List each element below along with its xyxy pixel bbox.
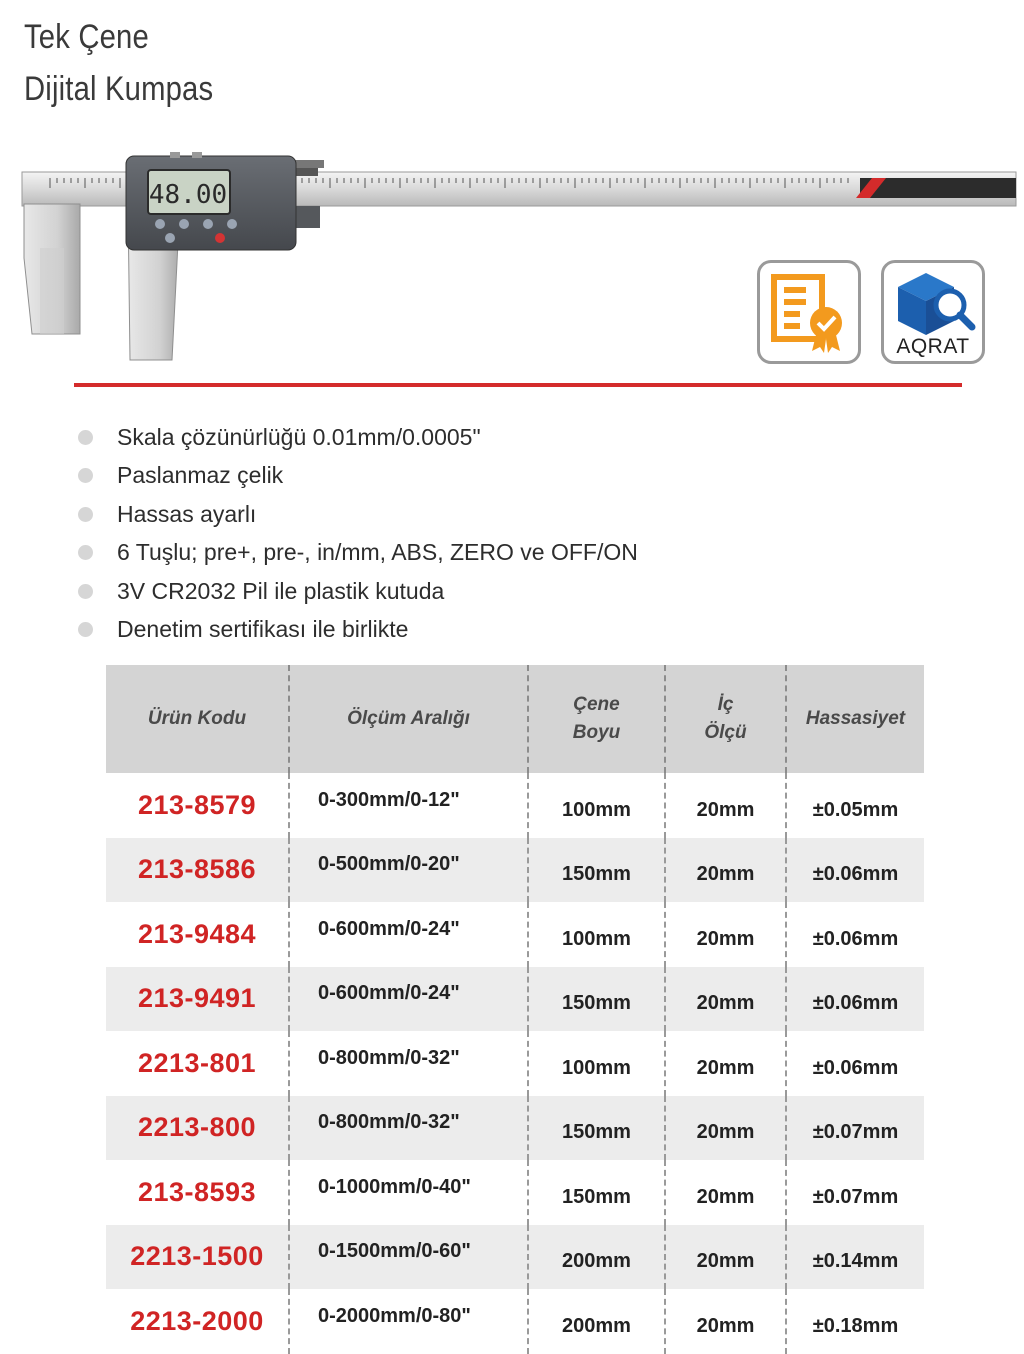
- feature-item: [78, 572, 638, 611]
- aqrat-badge: [881, 260, 985, 364]
- accuracy: ±0.06mm: [786, 967, 924, 1032]
- inner-measure: 20mm: [665, 1160, 786, 1225]
- product-code: 213-8593: [137, 1176, 257, 1207]
- inner-measure: 20mm: [665, 902, 786, 967]
- inner-measure: 20mm: [665, 1289, 786, 1354]
- measuring-range: 0-1500mm/0-60": [289, 1225, 528, 1290]
- feature-list: [78, 418, 638, 649]
- measuring-range: 0-800mm/0-32": [289, 1031, 528, 1096]
- bullet-dot-icon: [78, 507, 93, 522]
- caliper-product-image: [20, 148, 1020, 368]
- feature-text: 6 Tuşlu; pre+, pre-, in/mm, ABS, ZERO ve OFF/ON: [117, 539, 638, 566]
- table-row: [106, 838, 924, 903]
- measuring-range: 0-300mm/0-12": [289, 773, 528, 838]
- inner-measure: 20mm: [665, 773, 786, 838]
- aqrat-label: AQRAT: [896, 335, 970, 358]
- page-title-line1: Tek Çene: [24, 18, 149, 56]
- spec-table: [106, 665, 924, 1354]
- header-jaw: Çene Boyu: [528, 665, 665, 773]
- jaw-length: 150mm: [528, 838, 665, 903]
- header-range: Ölçüm Aralığı: [289, 665, 528, 773]
- jaw-length: 100mm: [528, 773, 665, 838]
- table-row: [106, 1160, 924, 1225]
- accuracy: ±0.06mm: [786, 902, 924, 967]
- header-accuracy: Hassasiyet: [786, 665, 924, 773]
- feature-item: [78, 457, 638, 496]
- header-code: Ürün Kodu: [106, 665, 289, 773]
- feature-item: [78, 418, 638, 457]
- bullet-dot-icon: [78, 545, 93, 560]
- accuracy: ±0.06mm: [786, 838, 924, 903]
- inner-measure: 20mm: [665, 1096, 786, 1161]
- feature-text: 3V CR2032 Pil ile plastik kutuda: [117, 577, 445, 604]
- table-row: [106, 967, 924, 1032]
- certificate-icon: [760, 263, 858, 361]
- product-code: 213-8579: [137, 789, 257, 820]
- measuring-range: 0-800mm/0-32": [289, 1096, 528, 1161]
- feature-text: Skala çözünürlüğü 0.01mm/0.0005": [117, 423, 481, 450]
- inner-measure: 20mm: [665, 1225, 786, 1290]
- section-divider: [74, 383, 962, 387]
- inner-measure: 20mm: [665, 967, 786, 1032]
- table-row: [106, 1096, 924, 1161]
- measuring-range: 0-1000mm/0-40": [289, 1160, 528, 1225]
- jaw-length: 150mm: [528, 967, 665, 1032]
- bullet-dot-icon: [78, 430, 93, 445]
- bullet-dot-icon: [78, 622, 93, 637]
- inner-measure: 20mm: [665, 838, 786, 903]
- measuring-range: 0-500mm/0-20": [289, 838, 528, 903]
- accuracy: ±0.06mm: [786, 1031, 924, 1096]
- product-code: 2213-800: [106, 1096, 289, 1161]
- product-code: 213-8586: [106, 838, 289, 903]
- accuracy: ±0.07mm: [786, 1096, 924, 1161]
- jaw-length: 100mm: [528, 902, 665, 967]
- product-code: 213-9484: [137, 918, 257, 949]
- feature-item: [78, 534, 638, 573]
- jaw-length: 200mm: [528, 1289, 665, 1354]
- product-code: 2213-2000: [130, 1305, 264, 1336]
- accuracy: ±0.05mm: [786, 773, 924, 838]
- feature-text: Paslanmaz çelik: [117, 462, 284, 489]
- product-code: 2213-801: [137, 1047, 257, 1078]
- inner-measure: 20mm: [665, 1031, 786, 1096]
- table-row: [106, 773, 924, 838]
- jaw-length: 150mm: [528, 1096, 665, 1161]
- display-reading: 48.00: [148, 180, 228, 210]
- measuring-range: 0-600mm/0-24": [289, 967, 528, 1032]
- accuracy: ±0.14mm: [786, 1225, 924, 1290]
- table-row: [106, 1225, 924, 1290]
- aqrat-cube-search-icon: [884, 263, 982, 341]
- feature-item: [78, 611, 638, 650]
- page-title-line2: Dijital Kumpas: [24, 70, 214, 108]
- accuracy: ±0.18mm: [786, 1289, 924, 1354]
- jaw-length: 200mm: [528, 1225, 665, 1290]
- jaw-length: 150mm: [528, 1160, 665, 1225]
- bullet-dot-icon: [78, 468, 93, 483]
- measuring-range: 0-600mm/0-24": [289, 902, 528, 967]
- jaw-length: 100mm: [528, 1031, 665, 1096]
- header-inner: İç Ölçü: [665, 665, 786, 773]
- measuring-range: 0-2000mm/0-80": [289, 1289, 528, 1354]
- table-row: [106, 1289, 924, 1354]
- feature-text: Denetim sertifikası ile birlikte: [117, 616, 409, 643]
- product-code: 2213-1500: [106, 1225, 289, 1290]
- certificate-badge: [757, 260, 861, 364]
- accuracy: ±0.07mm: [786, 1160, 924, 1225]
- product-code: 213-9491: [106, 967, 289, 1032]
- table-header-row: [106, 665, 924, 773]
- table-row: [106, 1031, 924, 1096]
- table-row: [106, 902, 924, 967]
- feature-text: Hassas ayarlı: [117, 500, 257, 527]
- feature-item: [78, 495, 638, 534]
- bullet-dot-icon: [78, 584, 93, 599]
